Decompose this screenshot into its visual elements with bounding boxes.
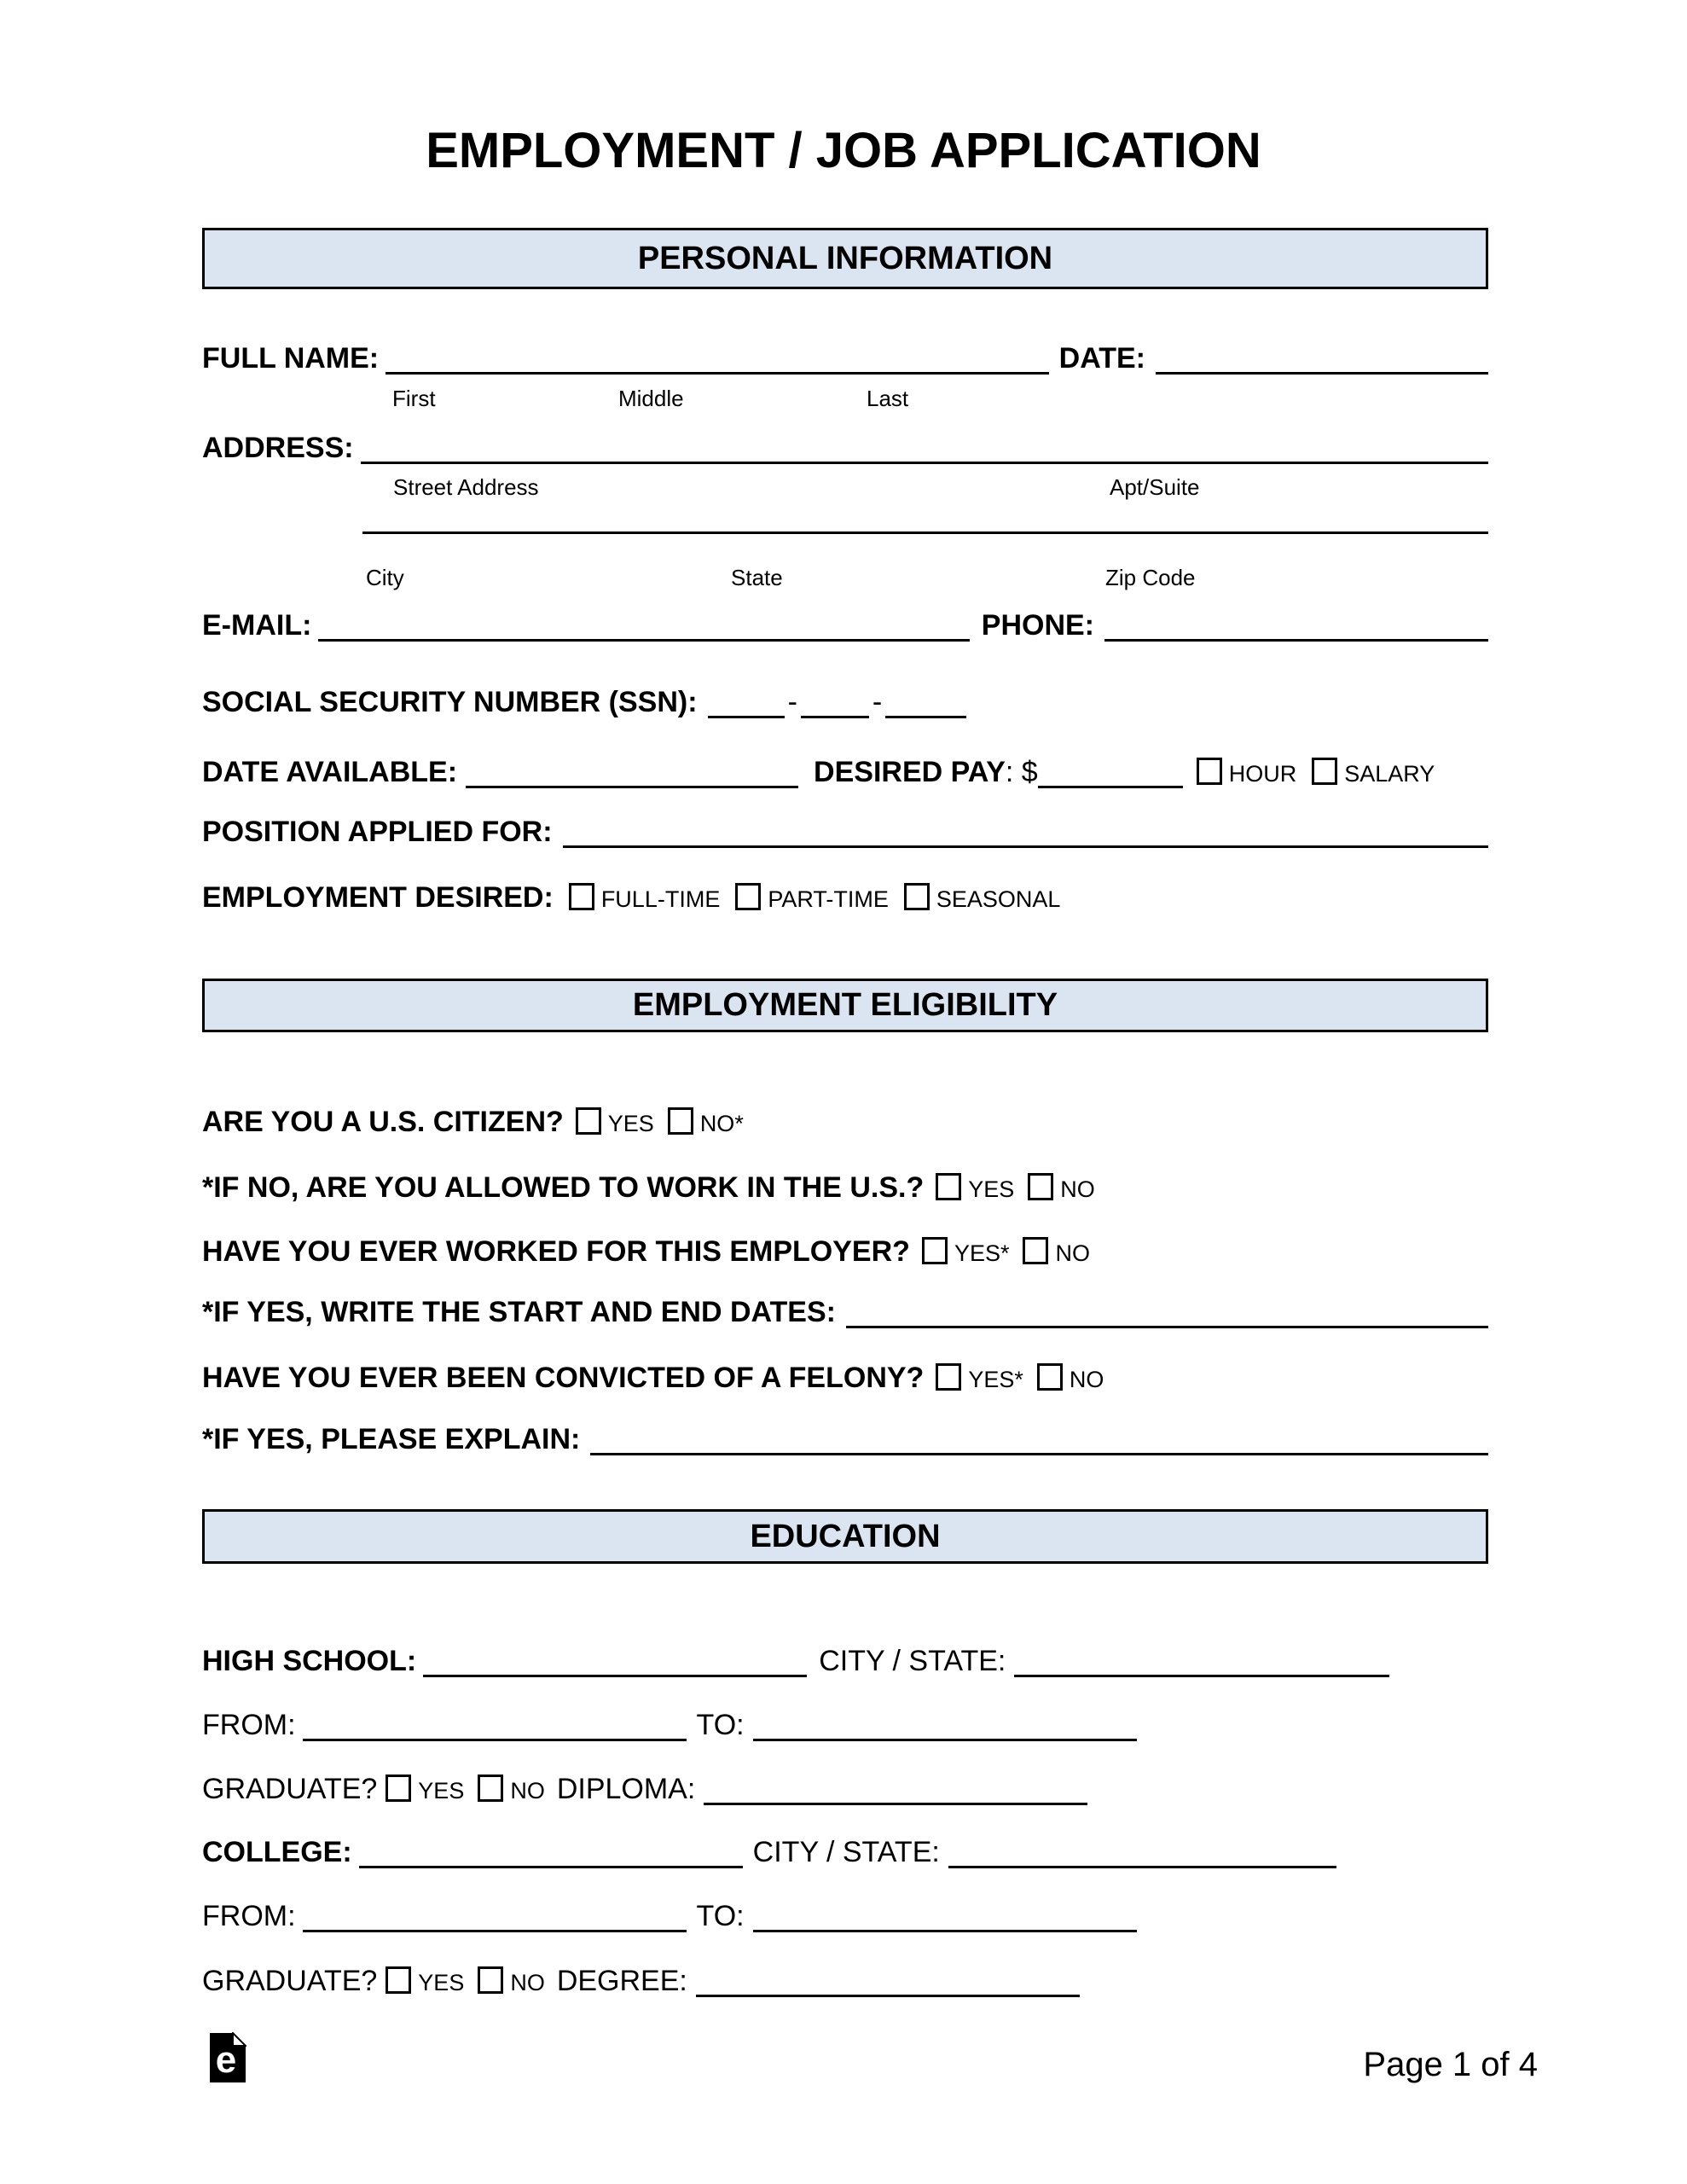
eforms-logo	[209, 2032, 246, 2083]
felony-explain-row	[202, 1422, 1488, 1456]
college-row	[202, 1835, 1488, 1869]
hour-checkbox[interactable]	[1197, 758, 1222, 785]
college-graduate-yes-label: YES	[418, 1970, 465, 1995]
hs-to-input[interactable]	[753, 1739, 1137, 1741]
employment-desired-label: EMPLOYMENT DESIRED:	[202, 881, 554, 914]
page-number: Page 1 of 4	[1363, 2046, 1538, 2083]
college-to-input[interactable]	[753, 1930, 1137, 1932]
address-label: ADDRESS:	[202, 432, 354, 464]
full-name-row	[202, 341, 1488, 375]
diploma-label: DIPLOMA:	[556, 1773, 696, 1805]
worked-yes-label: YES*	[954, 1240, 1010, 1266]
position-row	[202, 815, 1488, 849]
worked-before-row	[202, 1234, 1488, 1270]
ssn-dash-1: -	[787, 686, 797, 718]
desired-pay-label: DESIRED PAY	[814, 756, 1006, 788]
felony-explain-label: *IF YES, PLEASE EXPLAIN:	[202, 1423, 581, 1455]
city-sublabel: City	[366, 565, 404, 590]
hs-graduate-yes-checkbox[interactable]	[386, 1774, 411, 1802]
felony-question-row	[202, 1360, 1488, 1397]
college-graduate-row	[202, 1963, 1488, 2000]
felony-yes-label: YES*	[968, 1367, 1023, 1392]
date-available-pay-row	[202, 754, 1488, 791]
zip-code-sublabel: Zip Code	[1105, 565, 1196, 590]
hs-from-input[interactable]	[303, 1739, 687, 1741]
date-available-input[interactable]	[466, 786, 798, 788]
city-state-zip-input[interactable]	[362, 531, 1488, 534]
salary-checkbox[interactable]	[1312, 758, 1337, 785]
citizen-question-label: ARE YOU A U.S. CITIZEN?	[202, 1106, 564, 1138]
position-applied-input[interactable]	[563, 845, 1488, 848]
worked-no-label: NO	[1055, 1240, 1090, 1266]
college-graduate-no-checkbox[interactable]	[478, 1966, 503, 1994]
college-graduate-yes-checkbox[interactable]	[386, 1966, 411, 1994]
ssn-part1-input[interactable]	[708, 716, 785, 718]
ssn-row	[202, 685, 1488, 719]
worked-no-checkbox[interactable]	[1023, 1237, 1048, 1264]
middle-name-sublabel: Middle	[618, 386, 684, 411]
allowed-to-work-row	[202, 1170, 1488, 1206]
date-available-label: DATE AVAILABLE:	[202, 756, 458, 788]
allowed-to-work-label: *IF NO, ARE YOU ALLOWED TO WORK IN THE U.S.?	[202, 1171, 925, 1204]
street-address-input[interactable]	[361, 462, 1488, 464]
section-header-personal-information: PERSONAL INFORMATION	[202, 228, 1488, 289]
college-graduate-no-label: NO	[510, 1970, 545, 1995]
position-applied-label: POSITION APPLIED FOR:	[202, 816, 553, 848]
hs-from-label: FROM:	[202, 1709, 296, 1741]
hs-graduate-yes-label: YES	[418, 1778, 465, 1804]
worked-before-label: HAVE YOU EVER WORKED FOR THIS EMPLOYER?	[202, 1235, 910, 1268]
address-row-2	[202, 525, 1488, 527]
full-time-checkbox[interactable]	[569, 883, 594, 910]
felony-no-label: NO	[1069, 1367, 1104, 1392]
employment-desired-row	[202, 880, 1488, 916]
high-school-label: HIGH SCHOOL:	[202, 1645, 417, 1677]
citizen-yes-label: YES	[607, 1111, 654, 1136]
diploma-input[interactable]	[704, 1803, 1087, 1805]
start-end-dates-input[interactable]	[846, 1326, 1488, 1328]
worked-yes-checkbox[interactable]	[922, 1237, 948, 1264]
phone-label: PHONE:	[981, 609, 1094, 642]
last-name-sublabel: Last	[867, 386, 909, 411]
ssn-dash-2: -	[872, 686, 883, 718]
college-label: COLLEGE:	[202, 1836, 352, 1868]
start-end-dates-label: *IF YES, WRITE THE START AND END DATES:	[202, 1296, 836, 1328]
desired-pay-prefix: : $	[1005, 756, 1038, 788]
apt-suite-sublabel: Apt/Suite	[1110, 474, 1200, 500]
part-time-checkbox-label: PART-TIME	[768, 886, 889, 912]
start-end-dates-row	[202, 1295, 1488, 1329]
full-name-input[interactable]	[386, 372, 1049, 375]
citizen-yes-checkbox[interactable]	[576, 1107, 601, 1135]
document-icon	[209, 2032, 246, 2083]
logo-letter: e	[215, 2039, 237, 2081]
hs-to-label: TO:	[696, 1709, 745, 1741]
college-from-input[interactable]	[303, 1930, 687, 1932]
felony-no-checkbox[interactable]	[1037, 1363, 1063, 1391]
full-name-label: FULL NAME:	[202, 342, 380, 375]
high-school-dates-row	[202, 1708, 1488, 1742]
section-header-education: EDUCATION	[202, 1509, 1488, 1564]
hs-city-state-input[interactable]	[1014, 1675, 1389, 1677]
hour-checkbox-label: HOUR	[1228, 761, 1297, 787]
high-school-input[interactable]	[423, 1675, 807, 1677]
hs-graduate-no-label: NO	[510, 1778, 545, 1804]
hs-city-state-label: CITY / STATE:	[819, 1645, 1006, 1677]
state-sublabel: State	[731, 565, 783, 590]
part-time-checkbox[interactable]	[735, 883, 761, 910]
street-address-sublabel: Street Address	[393, 474, 539, 500]
allowed-no-checkbox[interactable]	[1028, 1173, 1053, 1200]
seasonal-checkbox-label: SEASONAL	[936, 886, 1061, 912]
felony-explain-input[interactable]	[590, 1453, 1488, 1455]
citizen-no-label: NO*	[699, 1111, 744, 1136]
degree-input[interactable]	[696, 1995, 1080, 1997]
degree-label: DEGREE:	[556, 1965, 687, 1997]
address-row	[202, 431, 1488, 465]
seasonal-checkbox[interactable]	[904, 883, 930, 910]
desired-pay-input[interactable]	[1038, 786, 1183, 788]
college-from-label: FROM:	[202, 1900, 296, 1932]
felony-question-label: HAVE YOU EVER BEEN CONVICTED OF A FELONY?	[202, 1362, 925, 1394]
allowed-no-label: NO	[1060, 1176, 1095, 1202]
college-to-label: TO:	[696, 1900, 745, 1932]
date-label: DATE:	[1058, 342, 1145, 375]
email-input[interactable]	[318, 639, 969, 642]
citizen-no-checkbox[interactable]	[668, 1107, 693, 1135]
allowed-yes-label: YES	[968, 1176, 1015, 1202]
citizen-question-row	[202, 1104, 1488, 1141]
salary-checkbox-label: SALARY	[1344, 761, 1435, 787]
date-input[interactable]	[1156, 372, 1488, 375]
hs-graduate-no-checkbox[interactable]	[478, 1774, 503, 1802]
address-sublabels-1	[202, 474, 1488, 502]
address-sublabels-2	[202, 565, 1488, 592]
high-school-graduate-row	[202, 1771, 1488, 1808]
college-dates-row	[202, 1899, 1488, 1933]
ssn-label: SOCIAL SECURITY NUMBER (SSN):	[202, 686, 698, 718]
ssn-part3-input[interactable]	[885, 716, 966, 718]
email-phone-row	[202, 608, 1488, 642]
phone-input[interactable]	[1104, 639, 1488, 642]
first-name-sublabel: First	[392, 386, 436, 411]
full-time-checkbox-label: FULL-TIME	[600, 886, 721, 912]
allowed-yes-checkbox[interactable]	[936, 1173, 961, 1200]
college-input[interactable]	[359, 1866, 743, 1868]
email-label: E-MAIL:	[202, 609, 312, 642]
college-city-state-input[interactable]	[948, 1866, 1336, 1868]
high-school-row	[202, 1644, 1488, 1678]
ssn-part2-input[interactable]	[801, 716, 869, 718]
felony-yes-checkbox[interactable]	[936, 1363, 961, 1391]
section-header-employment-eligibility: EMPLOYMENT ELIGIBILITY	[202, 979, 1488, 1032]
college-graduate-label: GRADUATE?	[202, 1965, 378, 1997]
form-title: EMPLOYMENT / JOB APPLICATION	[426, 123, 1261, 178]
college-city-state-label: CITY / STATE:	[752, 1836, 940, 1868]
name-sublabels	[202, 386, 1488, 413]
hs-graduate-label: GRADUATE?	[202, 1773, 378, 1805]
